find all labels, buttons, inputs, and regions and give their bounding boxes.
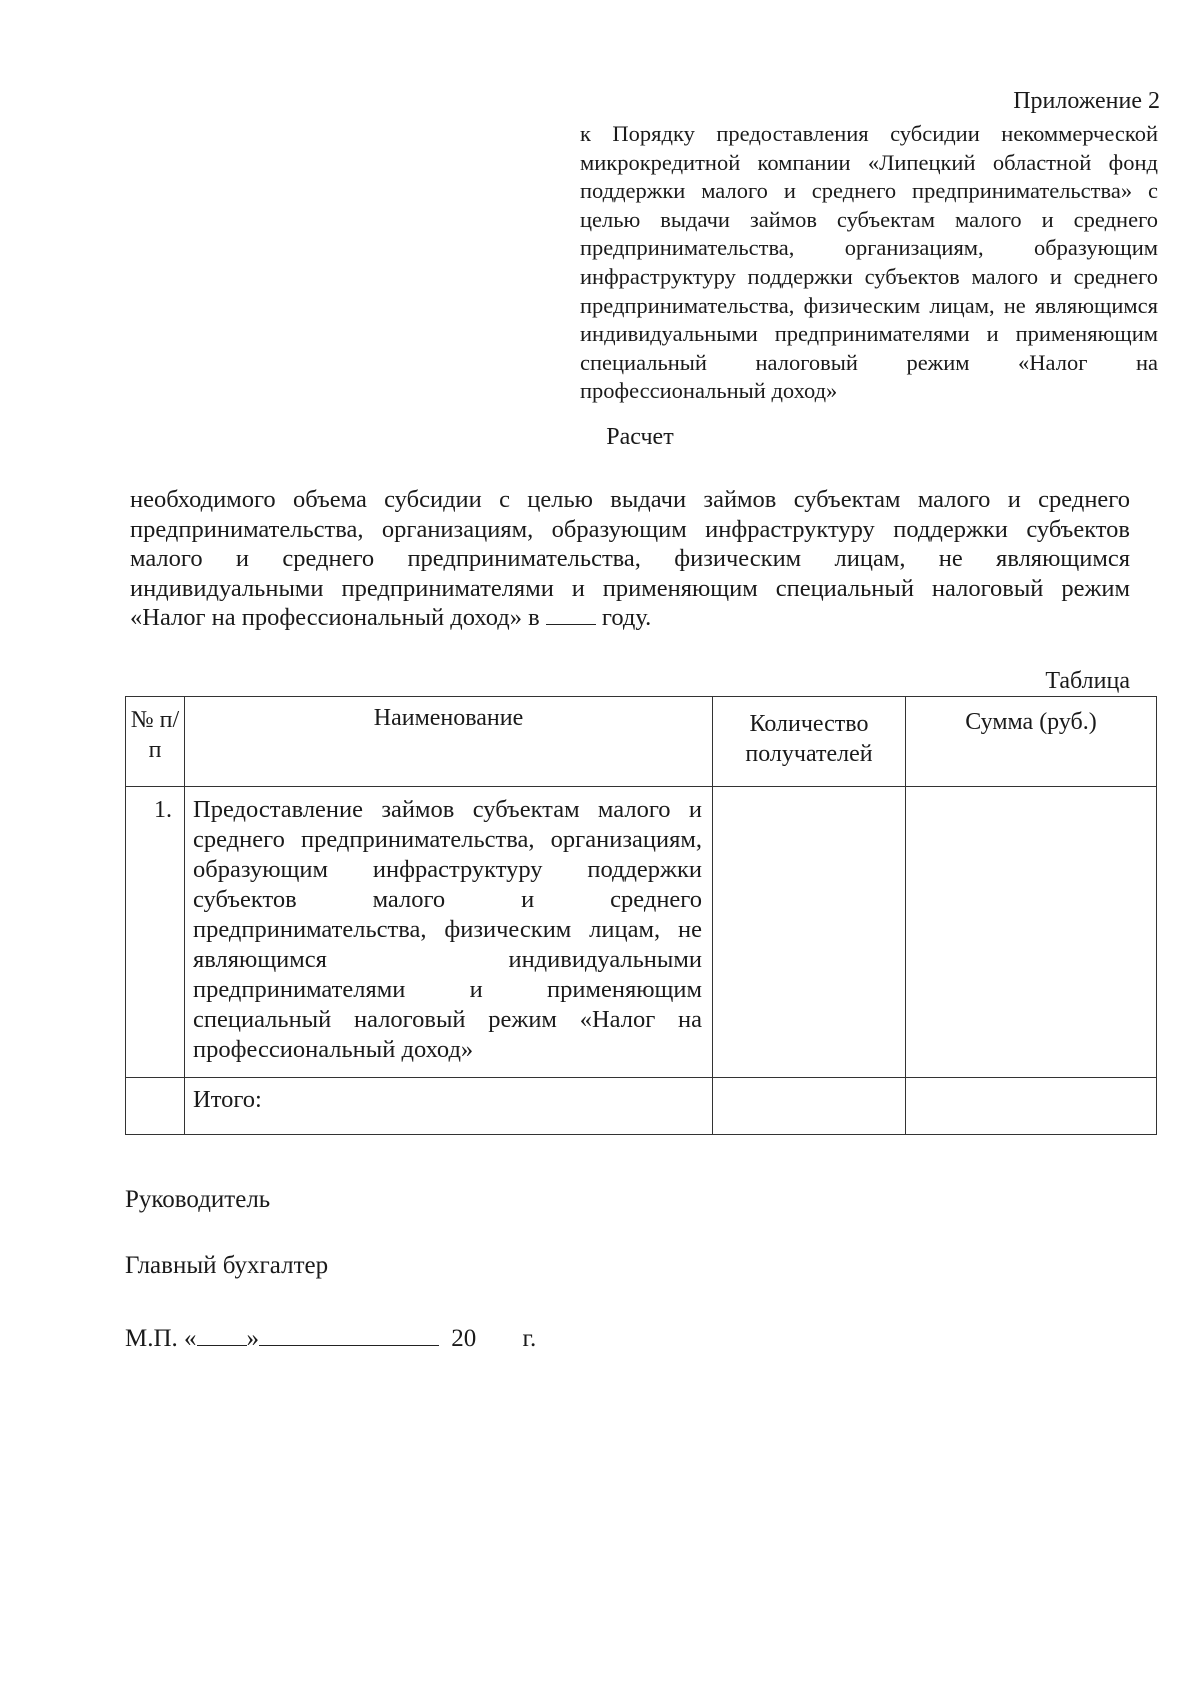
calculation-title: Расчет: [606, 424, 674, 450]
row-num: 1.: [126, 787, 185, 1078]
table-total-row: [126, 1078, 1157, 1135]
appendix-title: Приложение 2: [1013, 88, 1160, 114]
calculation-description: [130, 485, 1130, 633]
head-signature-label: Руководитель: [125, 1186, 271, 1213]
row-name: Предоставление займов субъектам малого и среднего предпринимательства, организациям, образующим инфраструктуру поддержки субъектов малого и среднего предпринимательства, физическим лицам, не являющимся индивидуальными предпринимателями и применяющим специальный налоговый режим «Налог на профессиональный доход»: [185, 787, 713, 1078]
header-count: Количество получателей: [713, 697, 906, 787]
stamp-date-line: [125, 1323, 536, 1353]
month-blank: [259, 1323, 439, 1346]
accountant-signature-label: Главный бухгалтер: [125, 1252, 329, 1279]
appendix-text: к Порядку предоставления субсидии некоммерческой микрокредитной компании «Липецкий областной фонд поддержки малого и среднего предпринимательства» с целью выдачи займов субъектам малого и среднего предпринимательства, организациям, образующим инфраструктуру поддержки субъектов малого и среднего предпринимательства, физическим лицам, не являющимся индивидуальными предпринимателями и применяющим специальный налоговый режим «Налог на профессиональный доход»: [580, 121, 1158, 404]
table-header-row: [126, 697, 1157, 787]
row-count: [713, 787, 906, 1078]
total-count: [713, 1078, 906, 1135]
stamp-quote-close: »: [246, 1325, 260, 1352]
total-label: Итого:: [185, 1078, 713, 1135]
calculation-year-suffix: году.: [601, 604, 652, 631]
total-sum: [906, 1078, 1157, 1135]
calculation-description-text: необходимого объема субсидии с целью выдачи займов субъектам малого и среднего предпринимательства, организациям, образующим инфраструктуру поддержки субъектов малого и среднего предпринимательства, физическим лицам, не являющимся индивидуальными предпринимателями и применяющим специальный налоговый режим «Налог на профессиональный доход» в: [130, 486, 1130, 631]
year-suffix: г.: [522, 1325, 537, 1352]
row-sum: [906, 787, 1157, 1078]
calculation-table: [125, 696, 1157, 1135]
year-prefix: 20: [451, 1325, 477, 1352]
year-blank: [546, 606, 596, 625]
day-blank: [197, 1323, 247, 1346]
header-num: № п/п: [126, 697, 185, 787]
stamp-prefix: М.П. «: [125, 1325, 197, 1352]
table-row: [126, 787, 1157, 1078]
total-num: [126, 1078, 185, 1135]
header-sum: Сумма (руб.): [906, 697, 1157, 787]
header-name: Наименование: [185, 697, 713, 787]
table-label: Таблица: [1045, 668, 1130, 694]
